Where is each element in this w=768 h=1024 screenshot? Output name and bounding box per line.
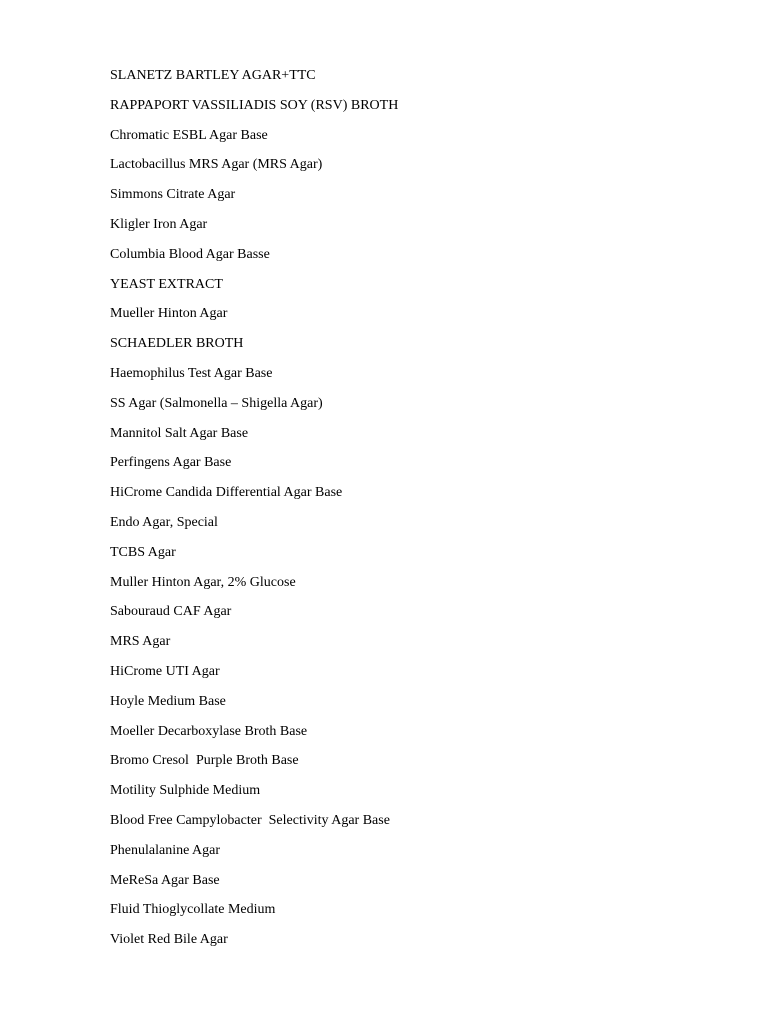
list-item: SLANETZ BARTLEY AGAR+TTC [110,68,316,83]
list-item: Moeller Decarboxylase Broth Base [110,723,308,739]
list-item: Mannitol Salt Agar Base [110,425,249,441]
list-item: Motility Sulphide Medium [110,783,261,799]
list-item: HiCrome UTI Agar [110,663,220,679]
list-item: Endo Agar, Special [110,514,218,530]
culture-media-list [110,66,398,960]
list-item: Chromatic ESBL Agar Base [110,127,268,143]
list-item: HiCrome Candida Differential Agar Base [110,485,343,501]
list-item: SCHAEDLER BROTH [110,336,244,352]
list-item: YEAST EXTRACT [110,276,223,292]
list-item: Columbia Blood Agar Basse [110,246,270,262]
list-item: Kligler Iron Agar [110,216,208,232]
list-item: Phenulalanine Agar [110,842,221,858]
list-item: Haemophilus Test Agar Base [110,365,273,381]
list-item: SS Agar (Salmonella – Shigella Agar) [110,395,323,411]
list-item: Simmons Citrate Agar [110,187,236,203]
list-item: Blood Free Campylobacter Selectivity Agar Base [110,812,390,828]
list-item: RAPPAPORT VASSILIADIS SOY (RSV) BROTH [110,97,399,113]
list-item: Lactobacillus MRS Agar (MRS Agar) [110,157,323,173]
list-item: Violet Red Bile Agar [110,932,228,948]
list-item: Muller Hinton Agar, 2% Glucose [110,574,296,590]
list-item: Perfingens Agar Base [110,455,232,471]
list-item: Mueller Hinton Agar [110,306,228,322]
list-item: Bromo Cresol Purple Broth Base [110,753,299,769]
list-item: Hoyle Medium Base [110,693,226,709]
list-item: MeReSa Agar Base [110,872,220,888]
list-item: Sabouraud CAF Agar [110,604,232,620]
list-item: MRS Agar [110,634,171,650]
list-item: Fluid Thioglycollate Medium [110,902,276,918]
list-item: TCBS Agar [110,544,176,560]
